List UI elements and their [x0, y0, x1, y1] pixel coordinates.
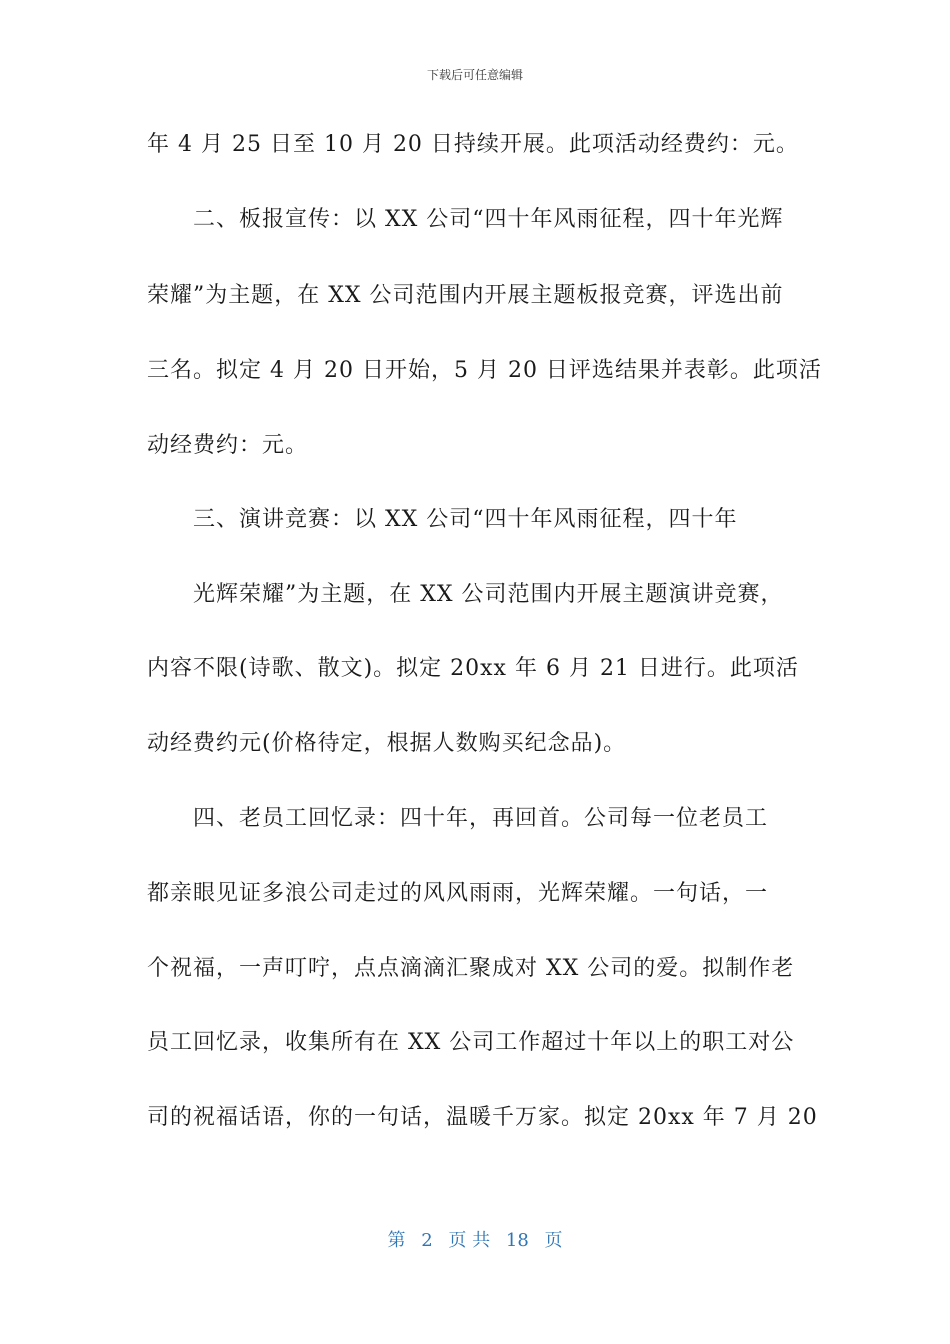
body-line: 四、老员工回忆录：四十年，再回首。公司每一位老员工 [193, 806, 769, 831]
body-line: 二、板报宣传：以 XX 公司“四十年风雨征程，四十年光辉 [193, 207, 784, 232]
page-total: 18 [505, 1230, 529, 1251]
body-line: 荣耀”为主题，在 XX 公司范围内开展主题板报竞赛，评选出前 [147, 283, 784, 308]
body-line: 个祝福，一声叮咛，点点滴滴汇聚成对 XX 公司的爱。拟制作老 [147, 956, 795, 981]
body-line: 司的祝福话语，你的一句话，温暖千万家。拟定 20xx 年 7 月 20 [147, 1105, 818, 1130]
header-note: 下载后可任意编辑 [426, 68, 523, 82]
body-line: 动经费约：元。 [147, 433, 309, 458]
body-line: 年 4 月 25 日至 10 月 20 日持续开展。此项活动经费约：元。 [147, 132, 799, 157]
page-middle: 页 共 [448, 1230, 491, 1251]
body-line: 都亲眼见证多浪公司走过的风风雨雨，光辉荣耀。一句话，一 [147, 881, 769, 906]
page-prefix: 第 [387, 1230, 406, 1251]
body-line: 员工回忆录，收集所有在 XX 公司工作超过十年以上的职工对公 [147, 1030, 795, 1055]
body-line: 动经费约元(价格待定，根据人数购买纪念品)。 [147, 731, 627, 756]
body-line: 三、演讲竞赛：以 XX 公司“四十年风雨征程，四十年 [193, 507, 738, 532]
page-suffix: 页 [544, 1230, 563, 1251]
body-line: 内容不限(诗歌、散文)。拟定 20xx 年 6 月 21 日进行。此项活 [147, 656, 799, 681]
page-current: 2 [421, 1230, 433, 1251]
page-indicator [0, 1226, 950, 1252]
body-line: 三名。拟定 4 月 20 日开始，5 月 20 日评选结果并表彰。此项活 [147, 358, 822, 383]
body-line: 光辉荣耀”为主题，在 XX 公司范围内开展主题演讲竞赛， [193, 582, 784, 607]
